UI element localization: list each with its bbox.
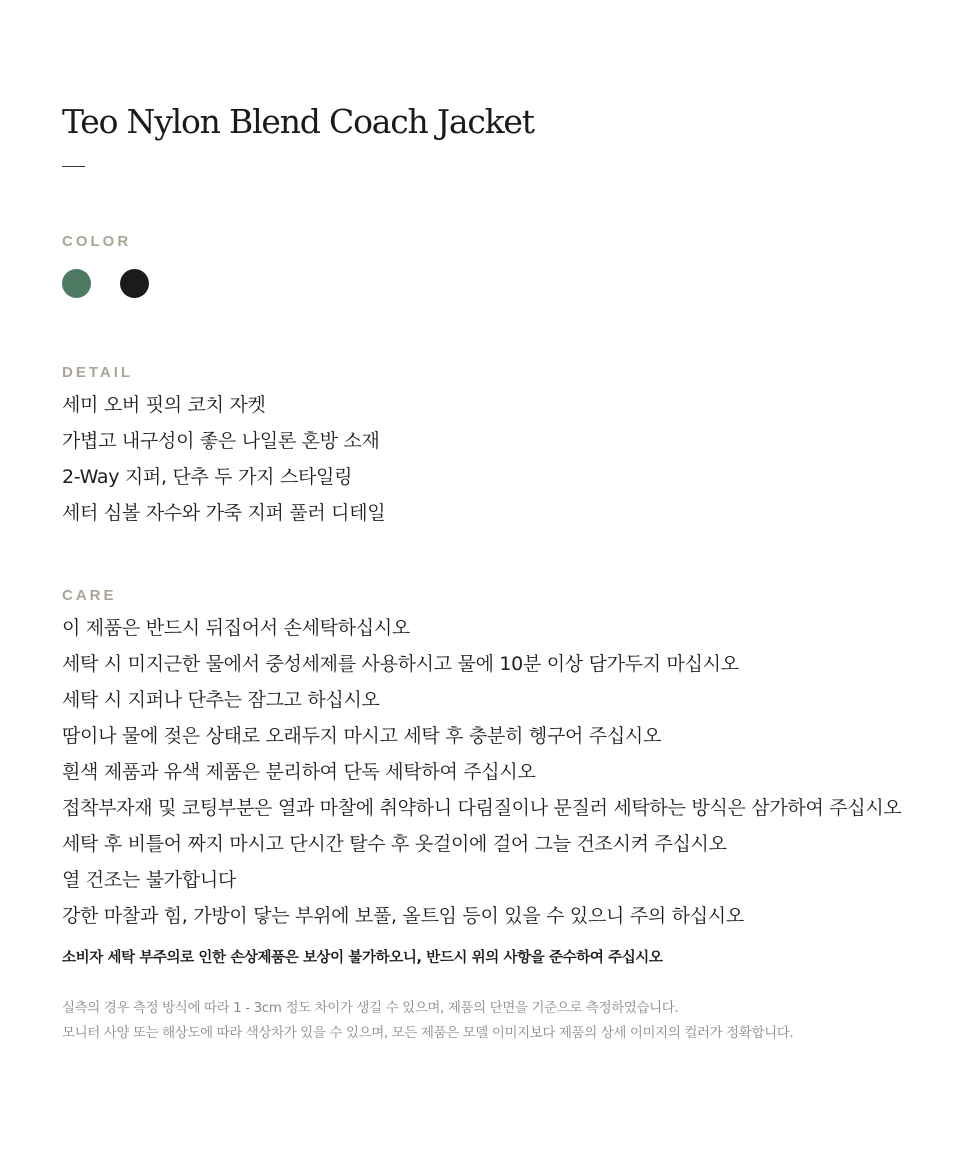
care-section-label: CARE bbox=[62, 587, 117, 604]
detail-section-label: DETAIL bbox=[62, 364, 134, 381]
care-item: 세탁 시 미지근한 물에서 중성세제를 사용하시고 물에 10분 이상 담가두지 마십시오 bbox=[62, 653, 739, 675]
care-item: 이 제품은 반드시 뒤집어서 손세탁하십시오 bbox=[62, 617, 410, 639]
care-item: 세탁 후 비틀어 짜지 마시고 단시간 탈수 후 옷걸이에 걸어 그늘 건조시켜 주십시오 bbox=[62, 833, 727, 855]
color-swatch-green[interactable] bbox=[62, 269, 91, 298]
color-section-label: COLOR bbox=[62, 233, 132, 250]
care-item: 접착부자재 및 코팅부분은 열과 마찰에 취약하니 다림질이나 문질러 세탁하는 방식은 삼가하여 주십시오 bbox=[62, 797, 902, 819]
care-item: 강한 마찰과 힘, 가방이 닿는 부위에 보풀, 올트임 등이 있을 수 있으니 주의 하십시오 bbox=[62, 905, 744, 927]
detail-item: 세미 오버 핏의 코치 자켓 bbox=[62, 394, 266, 416]
care-item: 열 건조는 불가합니다 bbox=[62, 869, 236, 891]
footnote-measurement: 실측의 경우 측정 방식에 따라 1 - 3cm 정도 차이가 생길 수 있으며, 제품의 단면을 기준으로 측정하였습니다. bbox=[62, 1000, 679, 1016]
care-list bbox=[62, 610, 901, 934]
footnotes bbox=[62, 996, 793, 1046]
detail-item: 세터 심볼 자수와 가죽 지퍼 풀러 디테일 bbox=[62, 502, 386, 524]
care-item: 땀이나 물에 젖은 상태로 오래두지 마시고 세탁 후 충분히 헹구어 주십시오 bbox=[62, 725, 662, 747]
title-divider bbox=[62, 166, 85, 167]
footnote-color: 모니터 사양 또는 해상도에 따라 색상차가 있을 수 있으며, 모든 제품은 모델 이미지보다 제품의 상세 이미지의 컬러가 정확합니다. bbox=[62, 1025, 794, 1041]
detail-item: 가볍고 내구성이 좋은 나일론 혼방 소재 bbox=[62, 430, 380, 452]
color-swatch-black[interactable] bbox=[120, 269, 149, 298]
detail-list bbox=[62, 387, 385, 531]
care-notice: 소비자 세탁 부주의로 인한 손상제품은 보상이 불가하오니, 반드시 위의 사항을 준수하여 주십시오 bbox=[62, 950, 663, 966]
color-swatches bbox=[62, 269, 149, 298]
detail-item: 2-Way 지퍼, 단추 두 가지 스타일링 bbox=[62, 466, 353, 488]
care-item: 흰색 제품과 유색 제품은 분리하여 단독 세탁하여 주십시오 bbox=[62, 761, 536, 783]
care-item: 세탁 시 지퍼나 단추는 잠그고 하십시오 bbox=[62, 689, 380, 711]
product-title: Teo Nylon Blend Coach Jacket bbox=[62, 102, 534, 141]
